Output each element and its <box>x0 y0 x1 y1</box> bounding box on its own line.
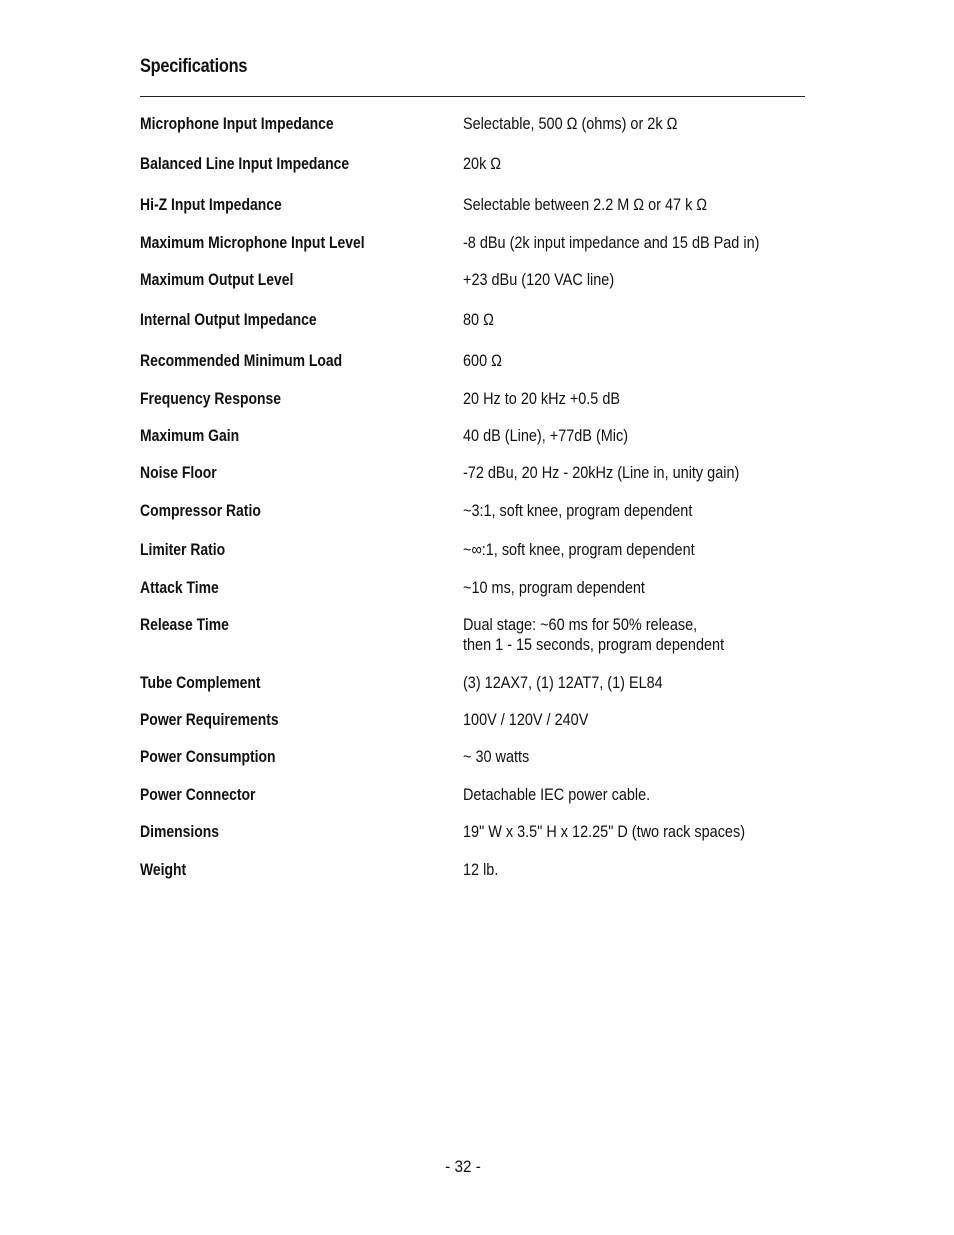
spec-row <box>140 501 800 541</box>
spec-label: Attack Time <box>140 578 219 597</box>
spec-value-line: 20 Hz to 20 kHz +0.5 dB <box>463 389 621 408</box>
spec-value-line: then 1 - 15 seconds, program dependent <box>463 635 725 654</box>
spec-value <box>463 114 677 134</box>
spec-row <box>140 578 800 618</box>
spec-label: Tube Complement <box>140 673 261 692</box>
spec-value <box>463 195 707 215</box>
spec-row <box>140 540 800 580</box>
spec-value-line: Selectable, 500 Ω (ohms) or 2k Ω <box>463 114 678 133</box>
spec-value <box>463 154 501 174</box>
spec-value <box>463 540 695 560</box>
spec-row <box>140 463 800 503</box>
spec-label: Release Time <box>140 615 229 634</box>
spec-row <box>140 785 800 825</box>
title-divider <box>140 96 805 97</box>
spec-value-line: ~3:1, soft knee, program dependent <box>463 501 693 520</box>
spec-value-line: 80 Ω <box>463 310 494 329</box>
spec-label: Noise Floor <box>140 463 217 482</box>
spec-value <box>463 310 494 330</box>
spec-value-line: Selectable between 2.2 M Ω or 47 k Ω <box>463 195 708 214</box>
spec-value <box>463 351 502 371</box>
spec-value <box>463 233 759 253</box>
spec-value-line: ~∞:1, soft knee, program dependent <box>463 540 695 559</box>
spec-row <box>140 389 800 429</box>
spec-value <box>463 463 739 483</box>
spec-row <box>140 747 800 787</box>
spec-row <box>140 615 800 655</box>
spec-value <box>463 615 724 655</box>
page-number: - 32 - <box>445 1157 481 1176</box>
spec-value <box>463 860 498 880</box>
spec-value-line: Dual stage: ~60 ms for 50% release, <box>463 615 698 634</box>
spec-value <box>463 270 614 290</box>
spec-value <box>463 578 645 598</box>
spec-value-line: +23 dBu (120 VAC line) <box>463 270 615 289</box>
spec-row <box>140 270 800 310</box>
spec-value <box>463 673 663 693</box>
spec-value-line: 100V / 120V / 240V <box>463 710 589 729</box>
spec-row <box>140 154 800 194</box>
spec-row <box>140 426 800 466</box>
spec-value-line: 19" W x 3.5" H x 12.25" D (two rack spaces) <box>463 822 746 841</box>
spec-label: Internal Output Impedance <box>140 310 317 329</box>
spec-value-line: -72 dBu, 20 Hz - 20kHz (Line in, unity gain) <box>463 463 740 482</box>
spec-value-line: ~10 ms, program dependent <box>463 578 645 597</box>
spec-value-line: 600 Ω <box>463 351 502 370</box>
spec-row <box>140 673 800 713</box>
spec-value <box>463 785 650 805</box>
spec-value-line: 40 dB (Line), +77dB (Mic) <box>463 426 629 445</box>
spec-value <box>463 822 745 842</box>
spec-value <box>463 426 628 446</box>
spec-label: Maximum Output Level <box>140 270 294 289</box>
spec-value <box>463 501 692 521</box>
spec-label: Power Requirements <box>140 710 279 729</box>
spec-value <box>463 710 588 730</box>
spec-value-line: -8 dBu (2k input impedance and 15 dB Pad in) <box>463 233 760 252</box>
spec-label: Maximum Gain <box>140 426 240 445</box>
spec-row <box>140 860 800 900</box>
spec-label: Maximum Microphone Input Level <box>140 233 365 252</box>
spec-value-line: (3) 12AX7, (1) 12AT7, (1) EL84 <box>463 673 663 692</box>
spec-row <box>140 710 800 750</box>
spec-label: Power Consumption <box>140 747 276 766</box>
spec-row <box>140 310 800 350</box>
spec-label: Frequency Response <box>140 389 282 408</box>
spec-label: Weight <box>140 860 187 879</box>
spec-row <box>140 233 800 273</box>
spec-row <box>140 351 800 391</box>
spec-label: Limiter Ratio <box>140 540 226 559</box>
page-title: Specifications <box>140 56 248 77</box>
spec-value-line: Detachable IEC power cable. <box>463 785 651 804</box>
spec-value <box>463 389 620 409</box>
spec-label: Hi-Z Input Impedance <box>140 195 282 214</box>
spec-label: Power Connector <box>140 785 256 804</box>
spec-row <box>140 822 800 862</box>
spec-row <box>140 114 800 154</box>
spec-value-line: 20k Ω <box>463 154 502 173</box>
spec-label: Dimensions <box>140 822 220 841</box>
spec-value-line: ~ 30 watts <box>463 747 530 766</box>
spec-value-line: 12 lb. <box>463 860 499 879</box>
spec-label: Microphone Input Impedance <box>140 114 334 133</box>
spec-value <box>463 747 529 767</box>
spec-row <box>140 195 800 235</box>
spec-label: Recommended Minimum Load <box>140 351 343 370</box>
spec-label: Compressor Ratio <box>140 501 261 520</box>
spec-label: Balanced Line Input Impedance <box>140 154 350 173</box>
